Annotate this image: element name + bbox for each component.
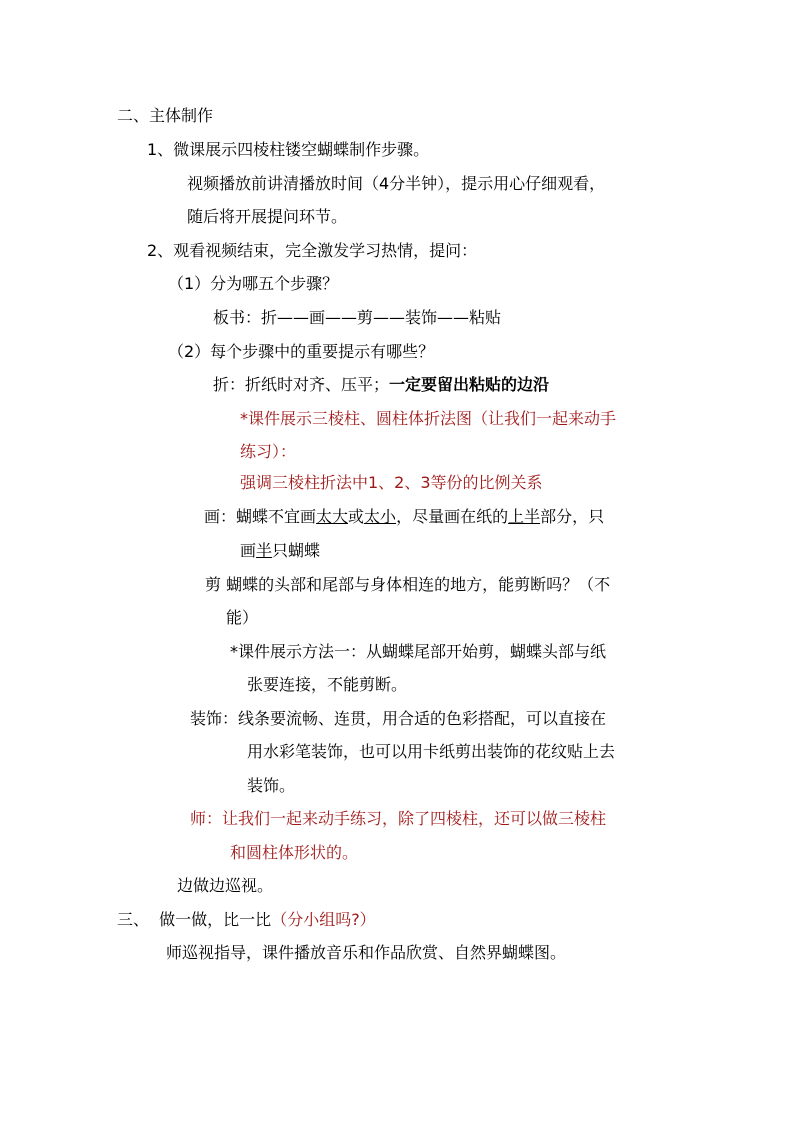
fold-tip [213, 374, 549, 396]
fold-tip-emphasis: 一定要留出粘贴的边沿 [389, 375, 550, 394]
teacher-remark-1: 师：让我们一起来动手练习，除了四棱柱，还可以做三棱柱 [190, 809, 607, 828]
question-1: （1）分为哪五个步骤？ [168, 274, 339, 293]
section-heading-3 [117, 909, 376, 931]
section-heading-3-note: （分小组吗?） [271, 910, 376, 929]
step-2: 2、观看视频结束，完全激发学习热情，提问： [147, 241, 478, 260]
decorate-tip-3: 装饰。 [247, 776, 296, 795]
cut-tip-2: 能） [226, 608, 259, 627]
section-heading-2: 二、主体制作 [117, 106, 214, 125]
board-writing: 板书：折——画——剪——装饰——粘贴 [213, 308, 502, 327]
draw-tip-text-a: 画：蝴蝶不宜画 [204, 507, 317, 526]
decorate-tip-1: 装饰：线条要流畅、连贯，用合适的色彩搭配，可以直接在 [190, 709, 607, 728]
fold-tip-text: 折：折纸时对齐、压平； [213, 375, 390, 394]
step-1-detail-2: 随后将开展提问环节。 [187, 207, 348, 226]
draw-tip-1 [204, 506, 604, 528]
teacher-remark-2: 和圆柱体形状的。 [230, 843, 359, 862]
draw-tip-too-big: 太大 [316, 507, 349, 526]
draw-tip-2-text-b: 只蝴蝶 [272, 541, 321, 560]
step-1-detail-1: 视频播放前讲清播放时间（4分半钟），提示用心仔细观看， [187, 174, 606, 193]
question-2: （2）每个步骤中的重要提示有哪些？ [168, 342, 435, 361]
draw-tip-2 [240, 540, 320, 562]
cut-note-1: *课件展示方法一：从蝴蝶尾部开始剪，蝴蝶头部与纸 [230, 642, 607, 661]
draw-tip-text-d: 部分，只 [540, 507, 605, 526]
cut-tip-1: 剪 蝴蝶的头部和尾部与身体相连的地方，能剪断吗？（不 [205, 575, 611, 594]
draw-tip-too-small: 太小 [364, 507, 397, 526]
section-heading-3-text: 三、 做一做，比一比 [117, 910, 272, 929]
final-paragraph: 师巡视指导，课件播放音乐和作品欣赏、自然界蝴蝶图。 [166, 943, 567, 962]
draw-tip-text-b: 或 [348, 507, 365, 526]
patrol-note: 边做边巡视。 [177, 876, 274, 895]
fold-note-2: 练习）： [240, 442, 297, 461]
fold-note-1: *课件展示三棱柱、圆柱体折法图（让我们一起来动手 [240, 409, 617, 428]
draw-tip-text-c: ，尽量画在纸的 [396, 507, 509, 526]
draw-tip-upper-half: 上半 [508, 507, 541, 526]
cut-note-2: 张要连接，不能剪断。 [247, 675, 408, 694]
step-1: 1、微课展示四棱柱镂空蝴蝶制作步骤。 [147, 140, 430, 159]
draw-tip-2-half: 半 [256, 541, 273, 560]
decorate-tip-2: 用水彩笔装饰，也可以用卡纸剪出装饰的花纹贴上去 [247, 742, 616, 761]
fold-note-3: 强调三棱柱折法中1、2、3等份的比例关系 [240, 473, 543, 492]
draw-tip-2-text-a: 画 [240, 541, 257, 560]
